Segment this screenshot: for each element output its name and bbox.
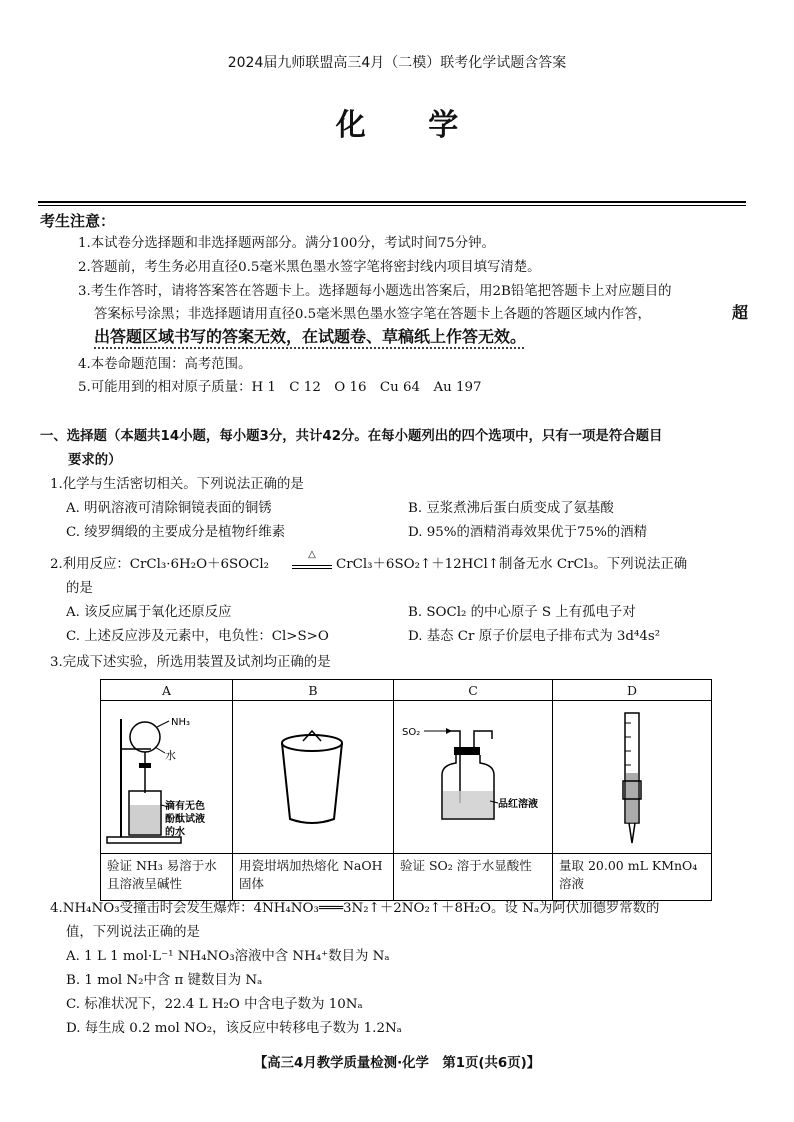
q3-figure-c	[394, 701, 553, 854]
q2-stem-b: CrCl₃＋6SO₂↑＋12HCl↑制备无水 CrCl₃。下列说法正确	[336, 557, 688, 572]
q3-caption-c: 验证 SO₂ 溶于水显酸性	[394, 854, 553, 901]
q4-stem: 4.NH₄NO₃受撞击时会发生爆炸：4NH₄NO₃═══3N₂↑＋2NO₂↑＋8H₂O。设 Nₐ为阿伏加德罗常数的	[50, 901, 660, 916]
label-phenol-2: 酚酞试液	[165, 814, 205, 825]
q2-option-b: B. SOCl₂ 的中心原子 S 上有孤电子对	[408, 605, 636, 620]
label-so2: SO₂	[402, 727, 421, 738]
gas-washing-bottle-diagram	[394, 701, 550, 853]
notice-item-4: 4.本卷命题范围：高考范围。	[78, 357, 252, 372]
q4-option-b: B. 1 mol N₂中含 π 键数目为 Nₐ	[66, 973, 263, 988]
q3-caption-d: 量取 20.00 mL KMnO₄ 溶液	[553, 854, 712, 901]
q3-header-d: D	[553, 680, 712, 701]
q3-header-b: B	[233, 680, 394, 701]
q4-stem-2: 值，下列说法正确的是	[66, 925, 200, 940]
q1-option-c: C. 绫罗绸缎的主要成分是植物纤维素	[66, 525, 286, 540]
notice-item-3: 3.考生作答时，请将答案答在答题卡上。选择题每小题选出答案后，用2B铅笔把答题卡上对应题目的	[78, 284, 672, 299]
q3-caption-a: 验证 NH₃ 易溶于水且溶液呈碱性	[101, 854, 233, 901]
q2-option-c: C. 上述反应涉及元素中，电负性：Cl>S>O	[66, 629, 329, 644]
section-title-2: 要求的）	[68, 453, 122, 468]
notice-item-3c: 超	[732, 303, 749, 322]
q3-figure-b	[233, 701, 394, 854]
fountain-apparatus-diagram	[101, 701, 231, 853]
label-phenol-1: 滴有无色	[165, 801, 205, 812]
q4-option-a: A. 1 L 1 mol·L⁻¹ NH₄NO₃溶液中含 NH₄⁺数目为 Nₐ	[66, 949, 390, 964]
label-pinred: 品红溶液	[498, 799, 538, 810]
burette-diagram	[553, 701, 713, 853]
q2-heat-mark: △	[308, 549, 316, 560]
q3-caption-b: 用瓷坩埚加热熔化 NaOH 固体	[233, 854, 394, 901]
q3-figure-a	[101, 701, 233, 854]
q3-header-a: A	[101, 680, 233, 701]
notice-item-5: 5.可能用到的相对原子质量：H 1 C 12 O 16 Cu 64 Au 197	[78, 380, 482, 395]
q1-option-a: A. 明矾溶液可清除铜镜表面的铜锈	[66, 501, 272, 516]
q3-apparatus-table	[100, 679, 712, 901]
crucible-diagram	[233, 701, 391, 853]
notice-item-3d: 出答题区域书写的答案无效，在试题卷、草稿纸上作答无效。	[94, 327, 527, 346]
notice-heading: 考生注意：	[40, 212, 116, 230]
q2-option-a: A. 该反应属于氧化还原反应	[66, 605, 232, 620]
section-title: 一、选择题（本题共14小题，每小题3分，共计42分。在每小题列出的四个选项中，只有一项是符合题目	[40, 429, 663, 444]
page-footer: 【高三4月教学质量检测·化学 第1页(共6页)】	[253, 1056, 541, 1071]
label-phenol-3: 的水	[165, 827, 185, 838]
q2-equals-sign	[292, 565, 332, 569]
notice-item-2: 2.答题前，考生务必用直径0.5毫米黑色墨水签字笔将密封线内项目填写清楚。	[78, 260, 541, 275]
q2-stem-2: 的是	[66, 581, 93, 596]
q3-header-c: C	[394, 680, 553, 701]
notice-item-3b: 答案标号涂黑；非选择题请用直径0.5毫米黑色墨水签字笔在答题卡上各题的答题区域内作答，	[94, 307, 651, 322]
q2-option-d: D. 基态 Cr 原子价层电子排布式为 3d⁴4s²	[408, 629, 661, 644]
label-water: 水	[165, 749, 176, 762]
q1-option-d: D. 95%的酒精消毒效果优于75%的酒精	[408, 525, 647, 540]
q4-option-d: D. 每生成 0.2 mol NO₂，该反应中转移电子数为 1.2Nₐ	[66, 1021, 402, 1036]
subject-title: 化 学	[335, 108, 485, 143]
q1-option-b: B. 豆浆煮沸后蛋白质变成了氨基酸	[408, 501, 614, 516]
header-rule	[38, 201, 746, 203]
q2-stem-a: 2.利用反应：CrCl₃·6H₂O＋6SOCl₂	[50, 557, 270, 572]
q3-stem: 3.完成下述实验，所选用装置及试剂均正确的是	[50, 655, 331, 670]
label-nh3: NH₃	[171, 717, 191, 728]
q4-option-c: C. 标准状况下，22.4 L H₂O 中含电子数为 10Nₐ	[66, 997, 363, 1012]
document-title: 2024届九师联盟高三4月（二模）联考化学试题含答案	[227, 55, 567, 71]
header-rule-thin	[38, 205, 746, 206]
notice-item-1: 1.本试卷分选择题和非选择题两部分。满分100分，考试时间75分钟。	[78, 236, 495, 251]
q3-figure-d	[553, 701, 712, 854]
q1-stem: 1.化学与生活密切相关。下列说法正确的是	[50, 477, 304, 492]
